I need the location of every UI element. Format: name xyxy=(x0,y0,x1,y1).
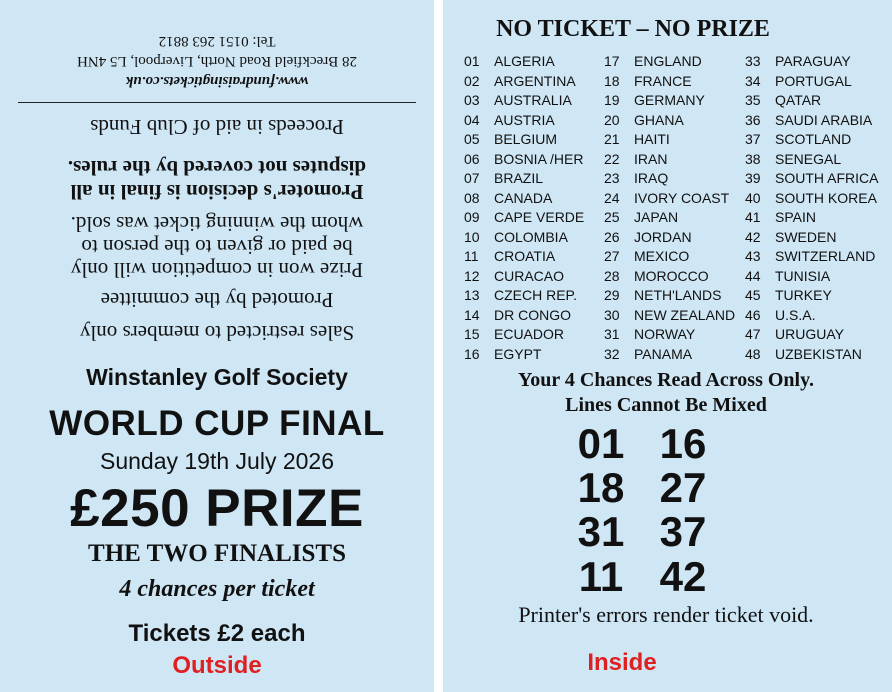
country-item xyxy=(464,228,568,248)
country-name: PARAGUAY xyxy=(775,53,851,69)
country-name: BRAZIL xyxy=(494,170,544,186)
promoted-by-text: Promoted by the committee xyxy=(100,288,334,312)
country-name: TUNISIA xyxy=(775,267,831,284)
country-number: 22 xyxy=(604,150,620,167)
country-name: SAUDI ARABIA xyxy=(775,111,873,128)
country-item xyxy=(604,325,695,345)
ticket-price: Tickets £2 each xyxy=(128,620,306,647)
country-item xyxy=(745,52,851,72)
country-item xyxy=(745,345,862,365)
event-title: WORLD CUP FINAL xyxy=(49,404,385,443)
country-number: 02 xyxy=(464,72,480,89)
country-number: 40 xyxy=(745,189,761,206)
country-number: 27 xyxy=(604,248,620,264)
country-item xyxy=(745,130,851,150)
chances-per-ticket: 4 chances per ticket xyxy=(119,576,315,602)
country-number: 37 xyxy=(745,131,761,147)
country-name: CROATIA xyxy=(494,248,556,264)
country-item xyxy=(604,91,705,111)
promoter-decision-line-1: Promoter's decision is final in all xyxy=(70,180,364,204)
country-name: PANAMA xyxy=(634,345,693,362)
country-item xyxy=(745,306,815,326)
country-name: AUSTRALIA xyxy=(494,92,572,108)
country-name: IVORY COAST xyxy=(634,189,730,206)
country-number: 08 xyxy=(464,189,480,206)
lines-cannot-mix-text: Lines Cannot Be Mixed xyxy=(565,394,767,416)
chance-number: 31 xyxy=(577,508,625,555)
country-number: 18 xyxy=(604,72,620,89)
prize-rule-line-1: Prize won in competition will only xyxy=(70,258,364,282)
country-name: SOUTH KOREA xyxy=(775,189,877,206)
chance-number: 11 xyxy=(578,553,624,600)
country-item xyxy=(604,306,735,326)
country-number: 29 xyxy=(604,287,620,303)
event-date: Sunday 19th July 2026 xyxy=(99,448,334,474)
country-item xyxy=(464,130,557,150)
country-item xyxy=(604,208,678,228)
country-name: SCOTLAND xyxy=(775,131,852,147)
country-name: BOSNIA /HER xyxy=(494,150,584,167)
country-number: 39 xyxy=(745,170,761,186)
country-number: 28 xyxy=(604,267,620,284)
country-item xyxy=(745,91,821,111)
country-number: 11 xyxy=(464,248,479,264)
country-number: 03 xyxy=(464,92,480,108)
country-item xyxy=(745,208,816,228)
country-item xyxy=(604,72,692,92)
country-number: 21 xyxy=(604,131,620,147)
country-name: URUGUAY xyxy=(775,326,844,342)
country-number: 33 xyxy=(745,53,761,69)
country-item xyxy=(464,169,543,189)
country-item xyxy=(604,189,729,209)
country-item xyxy=(464,189,552,209)
country-name: SENEGAL xyxy=(775,150,842,167)
country-number: 34 xyxy=(745,72,761,89)
country-name: SPAIN xyxy=(775,209,816,225)
country-item xyxy=(464,208,584,228)
chance-number: 16 xyxy=(659,420,707,467)
country-number: 45 xyxy=(745,287,761,303)
read-across-text: Your 4 Chances Read Across Only. xyxy=(518,369,814,391)
country-number: 16 xyxy=(464,345,480,362)
inside-label: Inside xyxy=(587,649,657,676)
country-number: 05 xyxy=(464,131,480,147)
country-item xyxy=(745,247,875,267)
country-number: 13 xyxy=(464,287,480,303)
country-item xyxy=(745,286,832,306)
chance-number: 42 xyxy=(659,553,707,600)
country-name: COLOMBIA xyxy=(494,228,568,245)
country-number: 26 xyxy=(604,228,620,245)
country-number: 43 xyxy=(745,248,761,264)
chance-number: 27 xyxy=(659,464,707,511)
country-number: 09 xyxy=(464,209,480,225)
country-name: SWEDEN xyxy=(775,228,837,245)
country-item xyxy=(464,267,564,287)
prize-amount: £250 PRIZE xyxy=(70,479,364,538)
country-name: GERMANY xyxy=(634,92,705,108)
country-item xyxy=(604,150,667,170)
website-text: www.fundraisingtickets.co.uk xyxy=(125,73,309,89)
country-item xyxy=(604,247,689,267)
country-name: PORTUGAL xyxy=(775,72,852,89)
phone-text: Tel: 0151 263 8812 xyxy=(158,33,276,49)
country-name: NEW ZEALAND xyxy=(634,306,736,323)
country-name: IRAN xyxy=(634,150,668,167)
prize-rule-line-3: whom the winning ticket was sold. xyxy=(70,212,364,236)
country-number: 20 xyxy=(604,111,620,128)
country-item xyxy=(604,286,721,306)
country-number: 48 xyxy=(745,345,761,362)
country-item xyxy=(604,169,668,189)
country-item xyxy=(745,169,878,189)
country-name: ENGLAND xyxy=(634,53,702,69)
society-name: Winstanley Golf Society xyxy=(86,364,348,390)
country-number: 19 xyxy=(604,92,620,108)
proceeds-text: Proceeds in aid of Club Funds xyxy=(90,115,344,139)
outside-label: Outside xyxy=(172,652,262,679)
country-name: NORWAY xyxy=(634,326,696,342)
country-name: EGYPT xyxy=(494,345,542,362)
outside-panel xyxy=(0,0,434,692)
country-number: 38 xyxy=(745,150,761,167)
country-number: 30 xyxy=(604,306,620,323)
country-number: 41 xyxy=(745,209,761,225)
country-item xyxy=(604,111,684,131)
country-name: CAPE VERDE xyxy=(494,209,585,225)
country-item xyxy=(464,247,555,267)
country-item xyxy=(745,150,841,170)
country-number: 25 xyxy=(604,209,620,225)
address-text: 28 Breckfield Road North, Liverpool, L5 4NH xyxy=(77,53,357,69)
country-name: UZBEKISTAN xyxy=(775,345,862,362)
country-item xyxy=(464,72,576,92)
country-item xyxy=(464,345,541,365)
country-number: 01 xyxy=(464,53,480,69)
country-name: DR CONGO xyxy=(494,306,571,323)
country-item xyxy=(464,150,583,170)
chance-row xyxy=(419,555,865,599)
country-name: TURKEY xyxy=(775,287,832,303)
country-number: 32 xyxy=(604,345,620,362)
country-name: IRAQ xyxy=(634,170,669,186)
country-name: FRANCE xyxy=(634,72,692,89)
country-item xyxy=(604,130,670,150)
chance-row xyxy=(419,510,865,554)
country-name: BELGIUM xyxy=(494,131,558,147)
country-number: 42 xyxy=(745,228,761,245)
country-item xyxy=(464,325,564,345)
country-item xyxy=(745,111,872,131)
promoter-decision-line-2: disputes not covered by the rules. xyxy=(67,156,367,180)
country-item xyxy=(464,111,555,131)
finalists-text: THE TWO FINALISTS xyxy=(88,540,346,567)
chance-row xyxy=(419,466,865,510)
country-item xyxy=(464,286,577,306)
country-number: 35 xyxy=(745,92,761,108)
country-number: 46 xyxy=(745,306,761,323)
country-name: MEXICO xyxy=(634,248,690,264)
country-name: U.S.A. xyxy=(775,306,816,323)
country-number: 24 xyxy=(604,189,620,206)
country-item xyxy=(745,72,852,92)
country-item xyxy=(464,306,571,326)
printer-errors-text: Printer's errors render ticket void. xyxy=(518,602,814,627)
country-number: 44 xyxy=(745,267,761,284)
country-name: GHANA xyxy=(634,111,684,128)
country-item xyxy=(604,228,692,248)
country-item xyxy=(464,52,555,72)
country-number: 15 xyxy=(464,326,480,342)
chance-number: 37 xyxy=(659,508,707,555)
chance-number: 01 xyxy=(577,420,625,467)
country-item xyxy=(604,267,709,287)
country-number: 14 xyxy=(464,306,480,323)
country-number: 23 xyxy=(604,170,620,186)
country-name: JAPAN xyxy=(634,209,679,225)
country-number: 06 xyxy=(464,150,480,167)
country-name: ECUADOR xyxy=(494,326,565,342)
country-number: 10 xyxy=(464,228,480,245)
prize-rule-line-2: be paid or given to the person to xyxy=(81,235,353,259)
country-name: ARGENTINA xyxy=(494,72,576,89)
country-name: CANADA xyxy=(494,189,553,206)
country-number: 17 xyxy=(604,53,620,69)
country-item xyxy=(464,91,572,111)
country-item xyxy=(604,52,702,72)
sales-restriction-text: Sales restricted to members only xyxy=(79,321,355,345)
country-name: MOROCCO xyxy=(634,267,709,284)
country-item xyxy=(745,228,836,248)
country-name: AUSTRIA xyxy=(494,111,555,128)
country-name: CURACAO xyxy=(494,267,565,284)
country-item xyxy=(745,325,844,345)
country-name: SOUTH AFRICA xyxy=(775,170,879,186)
country-name: NETH'LANDS xyxy=(634,287,722,303)
country-number: 04 xyxy=(464,111,480,128)
country-name: HAITI xyxy=(634,131,670,147)
chance-row xyxy=(419,422,865,466)
country-name: JORDAN xyxy=(634,228,692,245)
country-number: 47 xyxy=(745,326,761,342)
country-number: 31 xyxy=(604,326,620,342)
no-ticket-no-prize-header: NO TICKET – NO PRIZE xyxy=(496,16,770,42)
chance-number: 18 xyxy=(577,464,625,511)
country-item xyxy=(604,345,692,365)
country-name: SWITZERLAND xyxy=(775,248,876,264)
country-number: 36 xyxy=(745,111,761,128)
country-item xyxy=(745,189,877,209)
country-number: 07 xyxy=(464,170,480,186)
country-name: CZECH REP. xyxy=(494,287,577,303)
country-name: ALGERIA xyxy=(494,53,555,69)
rules-block-upside-down xyxy=(0,0,434,345)
country-item xyxy=(745,267,830,287)
inside-panel xyxy=(443,0,892,692)
divider-line xyxy=(18,102,416,103)
country-number: 12 xyxy=(464,267,480,284)
country-name: QATAR xyxy=(775,92,822,108)
